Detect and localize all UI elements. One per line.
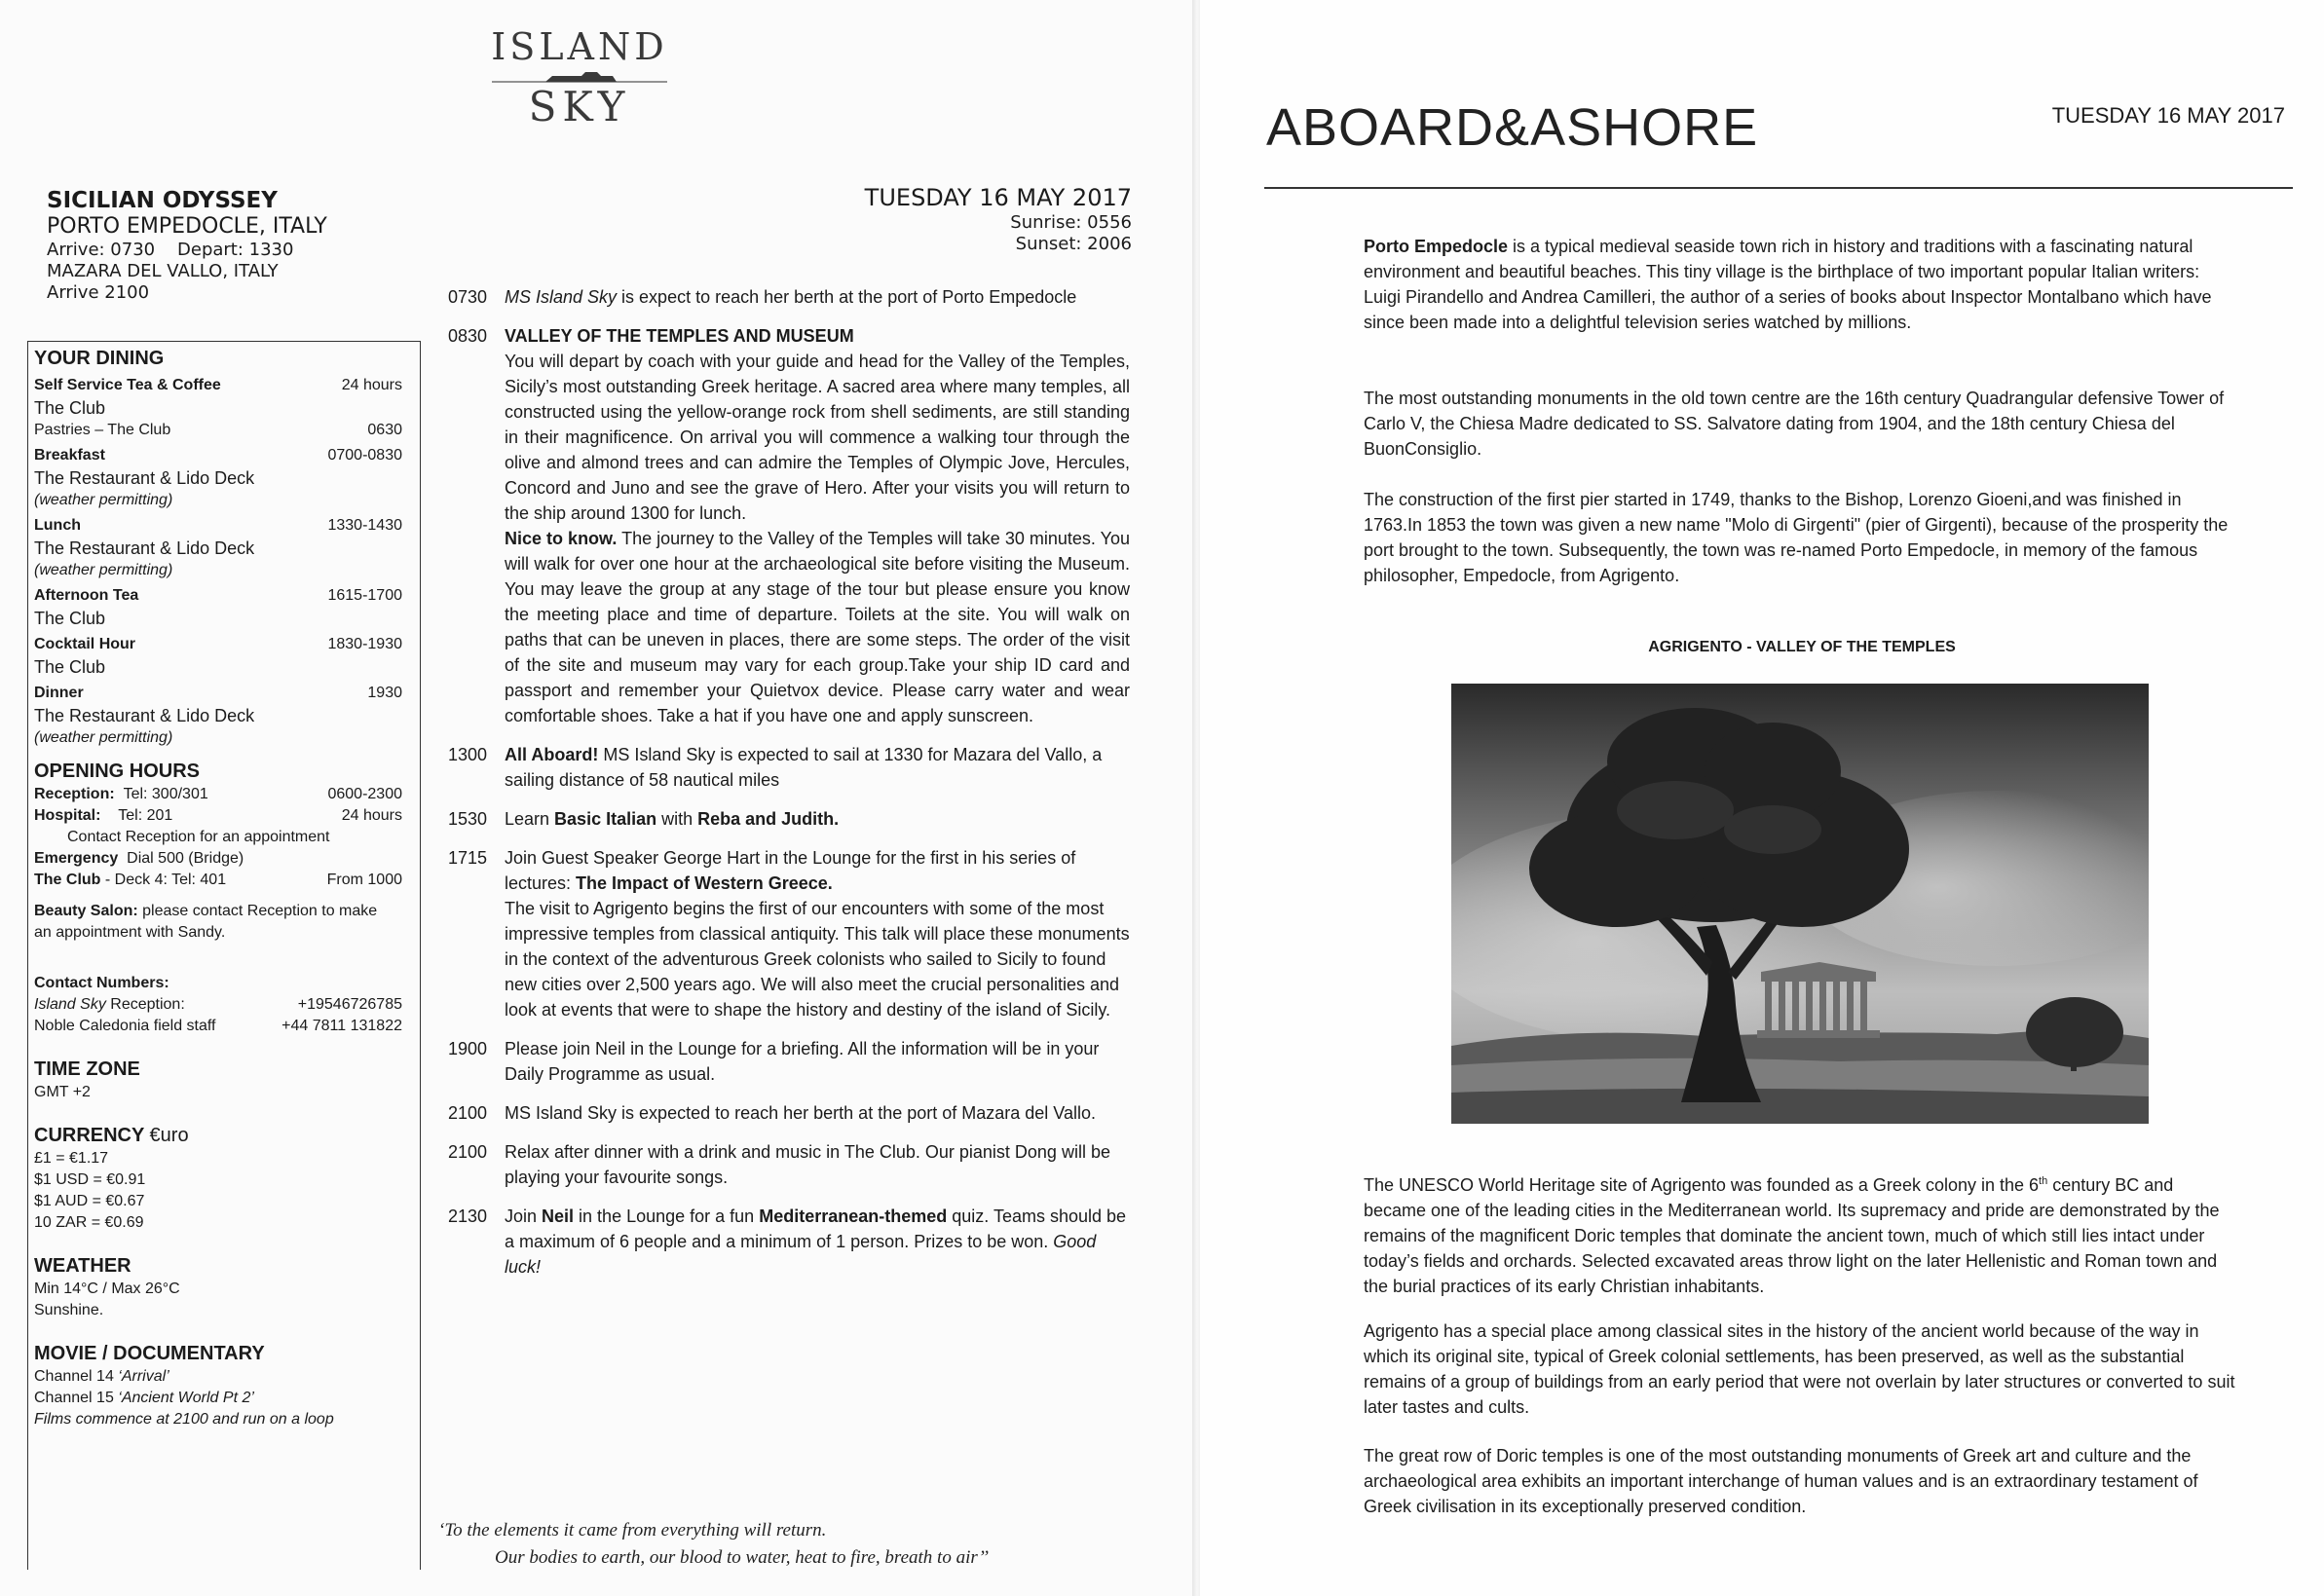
- date-header: [865, 183, 1132, 255]
- contact-row: Island Sky Reception: +19546726785: [34, 996, 402, 1013]
- temple-photo: [1451, 684, 2149, 1124]
- currency-heading: CURRENCY €uro: [34, 1125, 189, 1146]
- schedule-item: 1300 All Aboard! MS Island Sky is expected to sail at 1330 for Mazara del Vallo, a sailing distance of 58 nautical miles: [447, 745, 1103, 790]
- info-sidebar: YOUR DINING Self Service Tea & Coffee 24 hours The Club Pastries – The Club 0630 Breakfast 0700-0830 The Restaurant & Lido Deck (weather permitting) Lunch 1330-1430 The Restaurant & Lido Deck (weather permitting) Afternoon Tea 1615-1700 The Club Cocktail Hour 1830-1930 The Club Dinner 1930 The Restaurant & Lido Deck (weather permitting) OPENING HOURS Reception: Tel: 300/301 0600-2300 Hospital: Tel: 201 24 hours Contact Reception for an appointment Emergency Dial 500 (Bridge) The Club - Deck 4: Tel: 401 From 1000 Beauty Salon: please contact Reception to make an appointment with Sandy. Contact Numbers: Island Sky Reception: +19546726785 Noble Caledonia field staff +44 7811 131822 TIME ZONE GMT +2 CURRENCY €uro £1 = €1.17 $1 USD = €0.91 $1 AUD = €0.67 10 ZAR = €0.69 WEATHER Min 14°C / Max 26°C Sunshine. MOVIE / DOCUMENTARY Channel 14 ‘Arrival’ Channel 15 ‘Ancient World Pt 2’ Films commence at 2100 and run on a loop: [27, 341, 421, 1570]
- dining-item: Lunch 1330-1430: [34, 517, 402, 534]
- rate: $1 AUD = €0.67: [34, 1193, 145, 1209]
- dining-item: Pastries – The Club 0630: [34, 422, 402, 438]
- paragraph: The UNESCO World Heritage site of Agrigento was founded as a Greek colony in the 6th century BC and became one of the leading cities in the Mediterranean world. Its supremacy and pride are demonstrated by the remains of the magnificent Doric temples that dominate the ancient town, much of which still lies intact under today’s fields and orchards. Selected excavated areas throw light on the later Hellenistic and Roman town and the burial practices of its early Christian inhabitants.: [1364, 1175, 2220, 1296]
- schedule-item: 2100 MS Island Sky is expected to reach her berth at the port of Mazara del Vallo.: [447, 1103, 1096, 1123]
- paragraph: Porto Empedocle is a typical medieval seaside town rich in history and traditions with a fascinating natural environment and beautiful beaches. This tiny village is the birthplace of two important popular Italian writers: Luigi Pirandello and Andrea Camilleri, the author of a series of books about Inspector Montalbano which have since been made into a delightful television series watched by millions.: [1364, 237, 2212, 332]
- aboard-ashore-page: [1200, 0, 2324, 1596]
- reception-row: Reception: Tel: 300/301 0600-2300: [34, 786, 402, 802]
- timezone-value: GMT +2: [34, 1084, 91, 1100]
- schedule-item: 1900 Please join Neil in the Lounge for a briefing. All the information will be in your Daily Programme as usual.: [447, 1039, 1100, 1084]
- club-row: The Club - Deck 4: Tel: 401 From 1000: [34, 872, 402, 888]
- next-arrive: Arrive 2100: [47, 282, 150, 303]
- movie-note: Films commence at 2100 and run on a loop: [34, 1411, 334, 1428]
- schedule-item: 0730 MS Island Sky is expect to reach her berth at the port of Porto Empedocle: [447, 287, 1077, 307]
- title-divider: [1264, 187, 2293, 189]
- dining-heading: YOUR DINING: [34, 348, 165, 369]
- opening-hours-heading: OPENING HOURS: [34, 761, 201, 782]
- weather-range: Min 14°C / Max 26°C: [34, 1281, 180, 1297]
- arrive-depart: Arrive: 0730 Depart: 1330: [47, 240, 294, 260]
- rate: 10 ZAR = €0.69: [34, 1214, 144, 1231]
- rate: £1 = €1.17: [34, 1150, 109, 1167]
- hospital-row: Hospital: Tel: 201 24 hours: [34, 807, 402, 824]
- paragraph: Agrigento has a special place among classical sites in the history of the ancient world because of the way in which its original site, typical of Greek colonial settlements, has been preserved, as well as the substantial remains of a group of buildings from an early period that were not overlain by later structures or converted to suit later tastes and cults.: [1364, 1321, 2235, 1417]
- paragraph: The great row of Doric temples is one of the most outstanding monuments of Greek art and culture and the archaeological area exhibits an important interchange of human values and is an extraordinary testament of Greek civilisation in its exceptionally preserved condition.: [1364, 1446, 2198, 1516]
- weather-conditions: Sunshine.: [34, 1302, 104, 1318]
- dining-item: Afternoon Tea 1615-1700: [34, 587, 402, 604]
- paragraph: The most outstanding monuments in the old town centre are the 16th century Quadrangular defensive Tower of Carlo V, the Chiesa Madre dedicated to SS. Salvatore dating from 1904, and the 18th century Chiesa del BuonConsiglio.: [1364, 389, 2225, 459]
- schedule-item: 1715 Join Guest Speaker George Hart in the Lounge for the first in his series of lectures: The Impact of Western Greece. The visit to Agrigento begins the first of our encounters with some of the most impressive temples from classical antiquity. This talk will place these monuments in the context of the adventurous Greek colonists who sailed to Sicily to found new cities over 2,500 years ago. We will also meet the crucial personalities and look at events that were to shape the history and destiny of the island of Sicily.: [447, 848, 1130, 1020]
- channel-row: Channel 14 ‘Arrival’: [34, 1368, 169, 1385]
- movie-heading: MOVIE / DOCUMENTARY: [34, 1343, 265, 1364]
- island-sky-logo: ISLAND SKY: [491, 25, 668, 130]
- rate: $1 USD = €0.91: [34, 1171, 146, 1188]
- sunrise: Sunrise: 0556: [1010, 212, 1132, 233]
- beauty-salon: Beauty Salon: please contact Reception to make: [34, 903, 378, 919]
- voyage-title: SICILIAN ODYSSEY: [47, 188, 278, 213]
- weather-heading: WEATHER: [34, 1255, 131, 1277]
- schedule-item: 2100 Relax after dinner with a drink and music in The Club. Our pianist Dong will be playing your favourite songs.: [447, 1142, 1110, 1187]
- dining-item: Breakfast 0700-0830: [34, 447, 402, 464]
- section-heading: AGRIGENTO - VALLEY OF THE TEMPLES: [1648, 639, 1956, 655]
- channel-row: Channel 15 ‘Ancient World Pt 2’: [34, 1390, 254, 1406]
- olive-tree-temple-image: [1451, 684, 2149, 1124]
- timezone-heading: TIME ZONE: [34, 1058, 140, 1080]
- schedule-item: 2130 Join Neil in the Lounge for a fun Mediterranean-themed quiz. Teams should be a maximum of 6 people and a minimum of 1 person. Prizes to be won. Good luck!: [447, 1206, 1127, 1277]
- schedule-item: 1530 Learn Basic Italian with Reba and Judith.: [447, 809, 840, 829]
- sunset: Sunset: 2006: [1015, 234, 1132, 254]
- dining-item: Cocktail Hour 1830-1930: [34, 636, 402, 652]
- aboard-ashore-date: TUESDAY 16 MAY 2017: [2051, 103, 2285, 128]
- emergency-row: Emergency Dial 500 (Bridge): [34, 850, 244, 867]
- closing-quote: ‘To the elements it came from everything will return. Our bodies to earth, our blood to water, heat to fire, breath to air’’: [438, 1520, 990, 1568]
- contact-row: Noble Caledonia field staff +44 7811 131822: [34, 1018, 402, 1034]
- contact-heading: Contact Numbers:: [34, 975, 169, 991]
- voyage-header: [47, 187, 327, 304]
- dining-item: Self Service Tea & Coffee 24 hours: [34, 377, 402, 393]
- dining-item: Dinner 1930: [34, 685, 402, 701]
- port-name: PORTO EMPEDOCLE, ITALY: [47, 214, 327, 239]
- daily-schedule: [436, 284, 1130, 1293]
- aboard-ashore-title: ABOARD&ASHORE: [1266, 98, 1759, 157]
- programme-date: TUESDAY 16 MAY 2017: [864, 184, 1132, 211]
- schedule-item: 0830 VALLEY OF THE TEMPLES AND MUSEUM You will depart by coach with your guide and head for the Valley of the Temples, Sicily’s most outstanding Greek heritage. A sacred area where many temples, all constructed using the yellow-orange rock from shell sediments, are still standing in their magnificence. On arrival you will commence a walking tour through the olive and almond trees and can admire the Temples of Olympic Jove, Hercules, Concord and Juno and see the grave of Hero. After your visits you will return to the ship around 1300 for lunch. Nice to know. The journey to the Valley of the Temples will take 30 minutes. You will walk for over one hour at the archaeological site before visiting the Museum. You may leave the group at any stage of the tour but please ensure you know the meeting place and time of departure. Toilets at the site. You will walk on paths that can be uneven in places, there are some steps. The order of the visit of the site and museum may vary for each group.Take your ship ID card and passport and remember your Quietvox device. Please carry water and wear comfortable shoes. Take a hat if you have one and apply sunscreen.: [447, 326, 1130, 725]
- next-port: MAZARA DEL VALLO, ITALY: [47, 261, 279, 281]
- paragraph: The construction of the first pier started in 1749, thanks to the Bishop, Lorenzo Gioeni,and was finished in 1763.In 1853 the town was given a new name "Molo di Girgenti" (pier of Girgenti), because of the prosperity the port brought to the town. Subsequently, the town was re-named Porto Empedocle, in memory of the famous philosopher, Empedocle, from Agrigento.: [1364, 490, 2229, 585]
